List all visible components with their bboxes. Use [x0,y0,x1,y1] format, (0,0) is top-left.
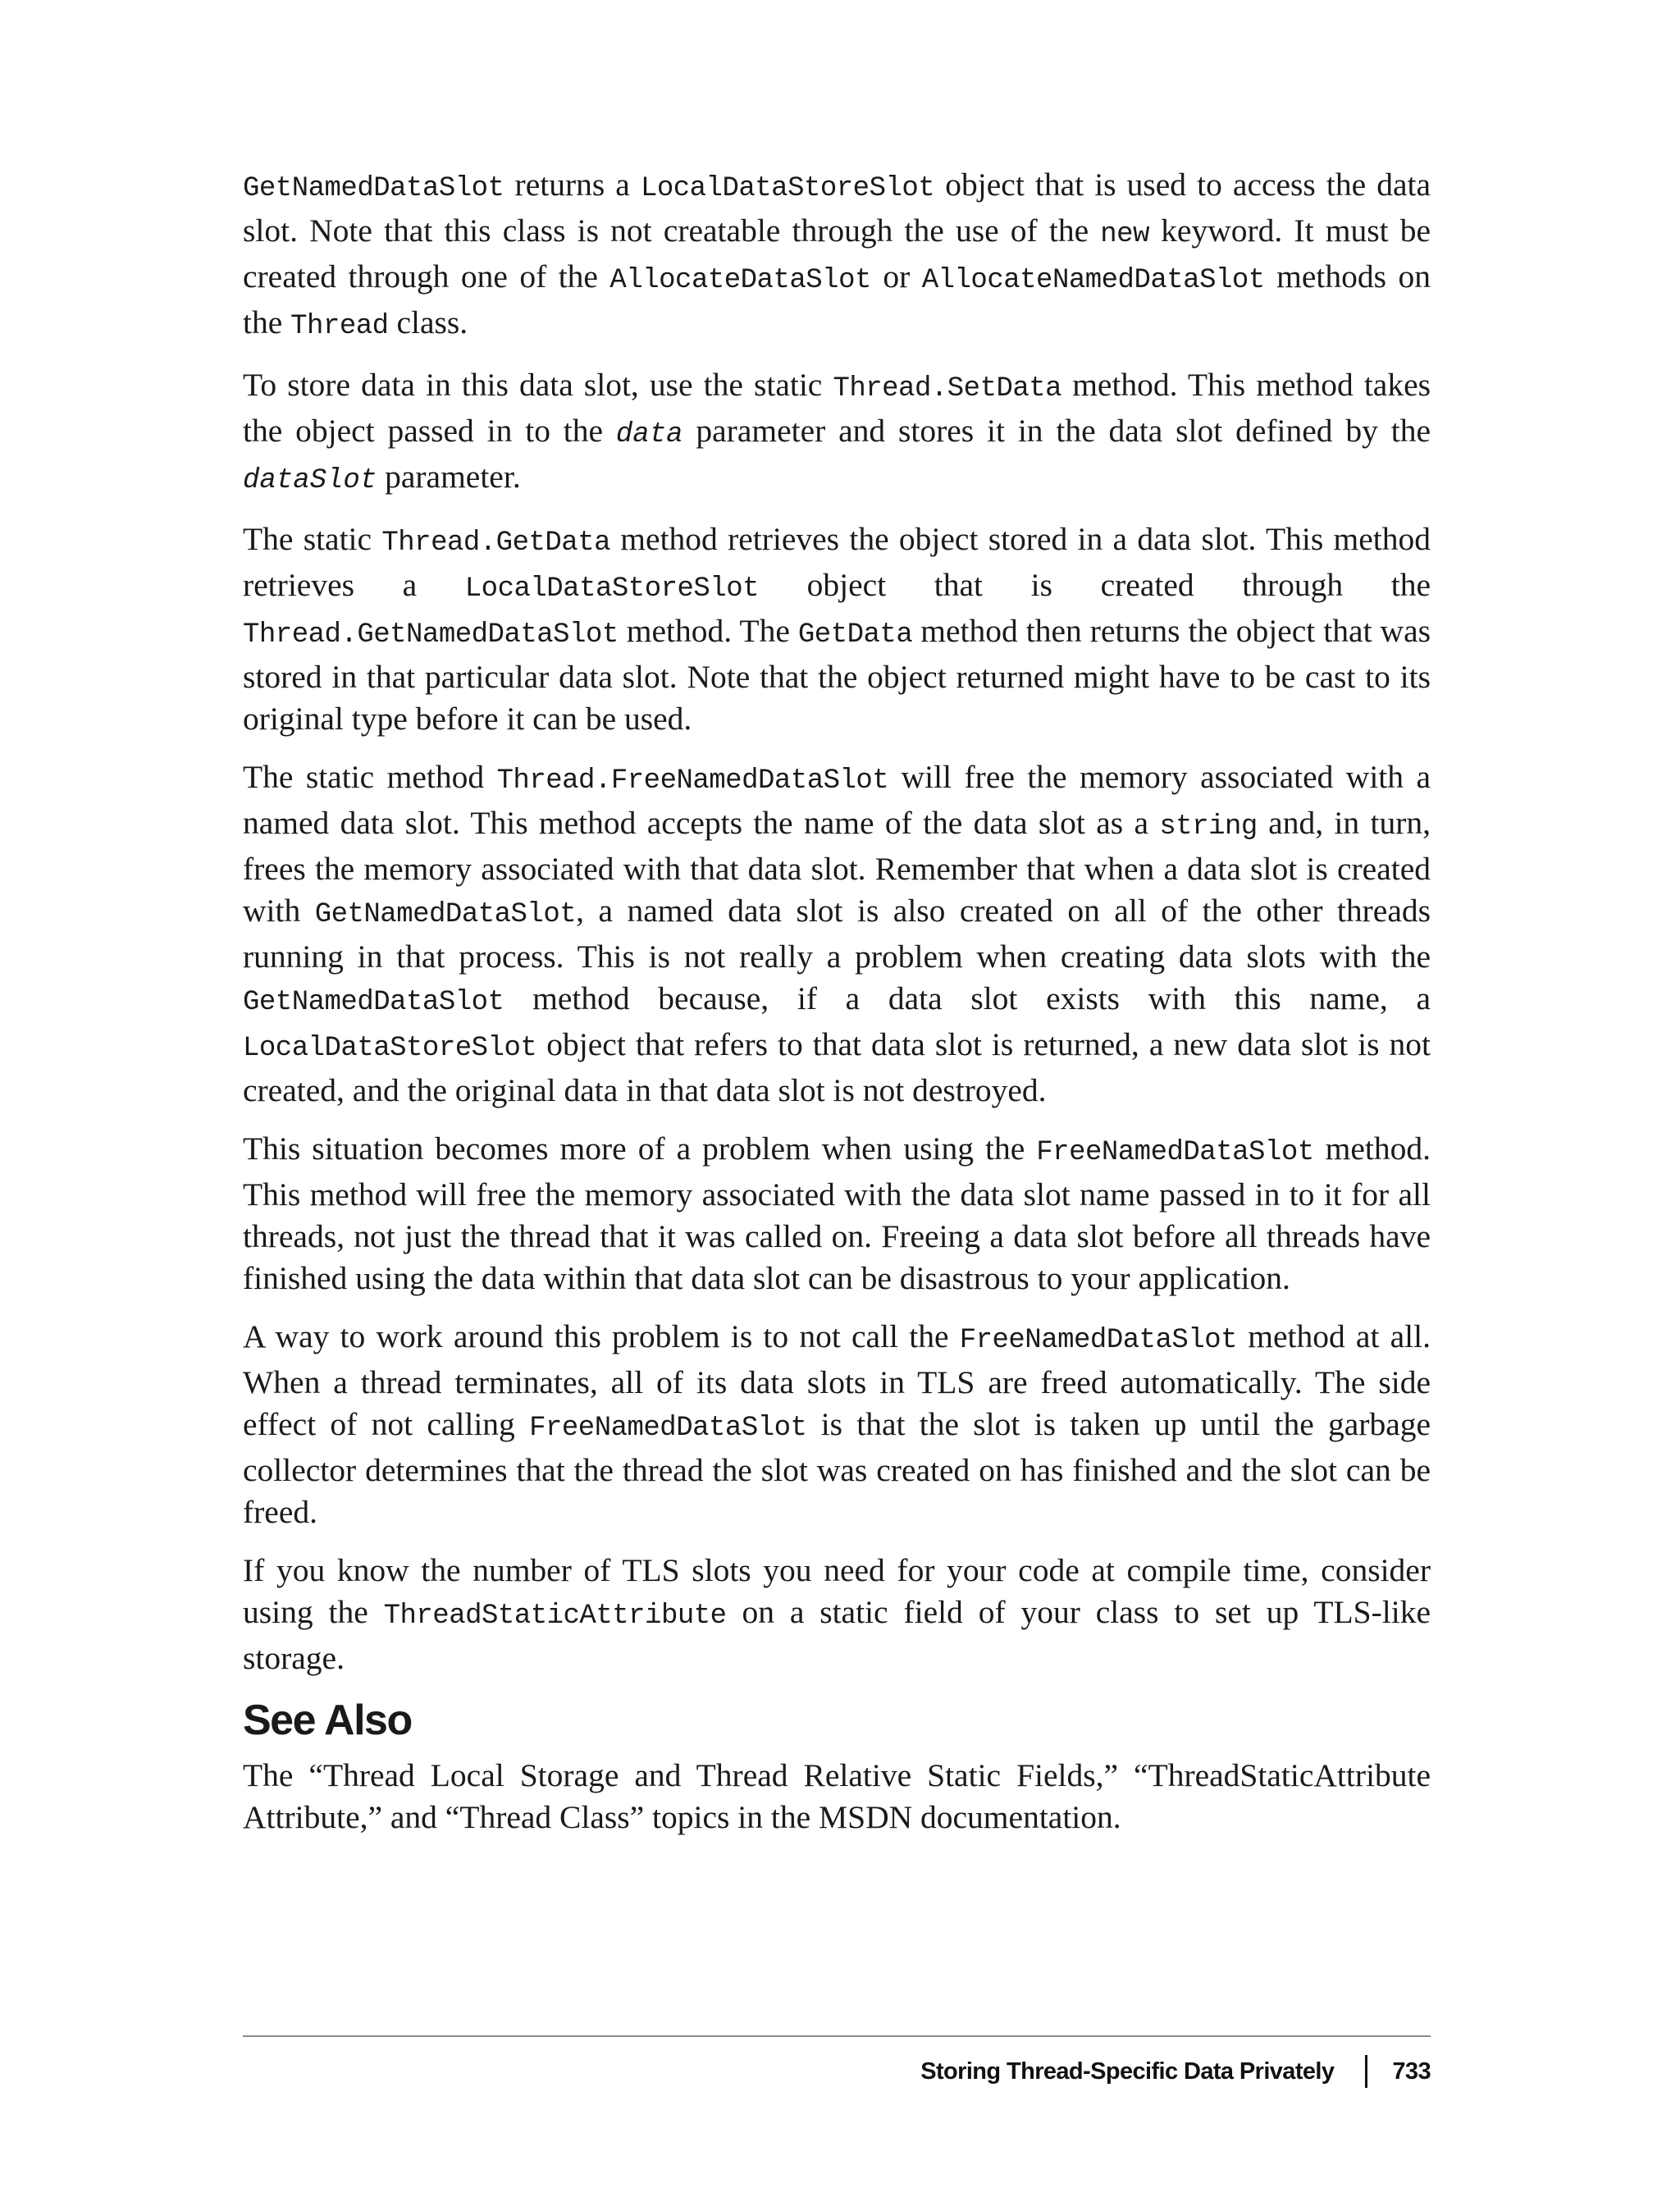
text-run: or [870,258,922,295]
text-run: parameter. [377,459,521,495]
text-run: object that is used to access the data slot. Note that this class is not creatable through the use of the [243,167,1431,249]
inline-code: Thread [290,311,389,342]
inline-code: Thread.GetNamedDataSlot [243,619,619,651]
text-run: method then returns the object that was stored in that particular data slot. Note that the object returned might have to be cast to its original type before it can be used. [243,613,1431,737]
text-run: , a named data slot is also created on all of the other threads running in that process. This is not really a problem when creating data slots with the [243,893,1431,975]
inline-code: FreeNamedDataSlot [1036,1137,1314,1168]
text-run: will free the memory associated with a named data slot. This method accepts the name of the data slot as a [243,759,1431,841]
text-run: method at all. When a thread terminates, all of its data slots in TLS are freed automatically. The side effect of not calling [243,1318,1431,1442]
parameter-name: data [615,419,683,450]
text-run: methods on the [243,258,1431,340]
inline-code: GetNamedDataSlot [314,899,577,930]
text-run: This situation becomes more of a problem when using the [243,1130,1037,1167]
text-run: keyword. It must be created through one of the [243,212,1431,295]
page-footer [920,2051,1431,2092]
text-run: returns a [504,167,641,203]
text-run: and, in turn, frees the memory associated with that data slot. Remember that when a data slot is created with [243,805,1431,929]
text-run: is that the slot is taken up until the garbage collector determines that the thread the slot was created on has finished and the slot can be freed. [243,1406,1431,1530]
body-paragraph [243,518,1431,740]
body-paragraph [243,164,1431,348]
footer-separator [1365,2055,1367,2088]
running-footer-title: Storing Thread-Specific Data Privately [920,2058,1335,2085]
text-run: object that refers to that data slot is returned, a new data slot is not created, and the original data in that data slot is not destroyed. [243,1026,1431,1108]
inline-code: LocalDataStoreSlot [640,173,935,204]
text-run: method. The [618,613,798,649]
text-run: parameter and stores it in the data slot defined by the [682,413,1431,449]
text-run: method. This method will free the memory associated with the data slot name passed in to it for all threads, not just the thread that it was called on. Freeing a data slot before all threads have finished using the data within that data slot can be disastrous to your application. [243,1130,1431,1296]
body-paragraphs [243,164,1431,1679]
body-paragraph [243,1550,1431,1679]
text-run: class. [388,304,468,340]
parameter-name: dataSlot [243,465,377,496]
text-run: method. This method takes the object passed in to the [243,367,1431,449]
inline-code: Thread.SetData [833,373,1062,404]
text-run: If you know the number of TLS slots you need for your code at compile time, consider using the [243,1552,1431,1630]
text-run: A way to work around this problem is to not call the [243,1318,960,1354]
inline-code: ThreadStaticAttribute [383,1601,727,1632]
inline-code: GetNamedDataSlot [243,173,504,204]
inline-code: LocalDataStoreSlot [243,1033,537,1064]
body-paragraph [243,364,1431,502]
see-also-text: The “Thread Local Storage and Thread Relative Static Fields,” “ThreadStaticAttribute Attribute,” and “Thread Class” topics in the MSDN documentation. [243,1757,1431,1835]
inline-code: GetData [797,619,913,651]
inline-code: GetNamedDataSlot [243,987,504,1018]
inline-code: string [1159,811,1258,843]
inline-code: new [1100,219,1149,250]
body-paragraph [243,1128,1431,1299]
inline-code: Thread.GetData [381,528,611,559]
inline-code: LocalDataStoreSlot [464,573,760,605]
text-run: object that is created through the [759,567,1431,603]
inline-code: AllocateNamedDataSlot [921,265,1265,296]
inline-code: FreeNamedDataSlot [959,1325,1238,1356]
see-also-heading: See Also [243,1697,412,1744]
inline-code: AllocateDataSlot [609,265,871,296]
page-body [243,164,1431,1855]
footer-divider [243,2035,1431,2037]
text-run: method because, if a data slot exists with this name, a [504,980,1431,1016]
body-paragraph [243,1316,1431,1533]
page-number: 733 [1392,2058,1431,2085]
body-paragraph [243,756,1431,1112]
text-run: The static [243,521,382,557]
text-run: To store data in this data slot, use the static [243,367,833,403]
text-run: method retrieves the object stored in a data slot. This method retrieves a [243,521,1431,603]
inline-code: Thread.FreeNamedDataSlot [496,765,889,797]
text-run: The static method [243,759,497,795]
inline-code: FreeNamedDataSlot [529,1413,807,1444]
text-run: on a static field of your class to set up TLS-like storage. [243,1594,1431,1676]
